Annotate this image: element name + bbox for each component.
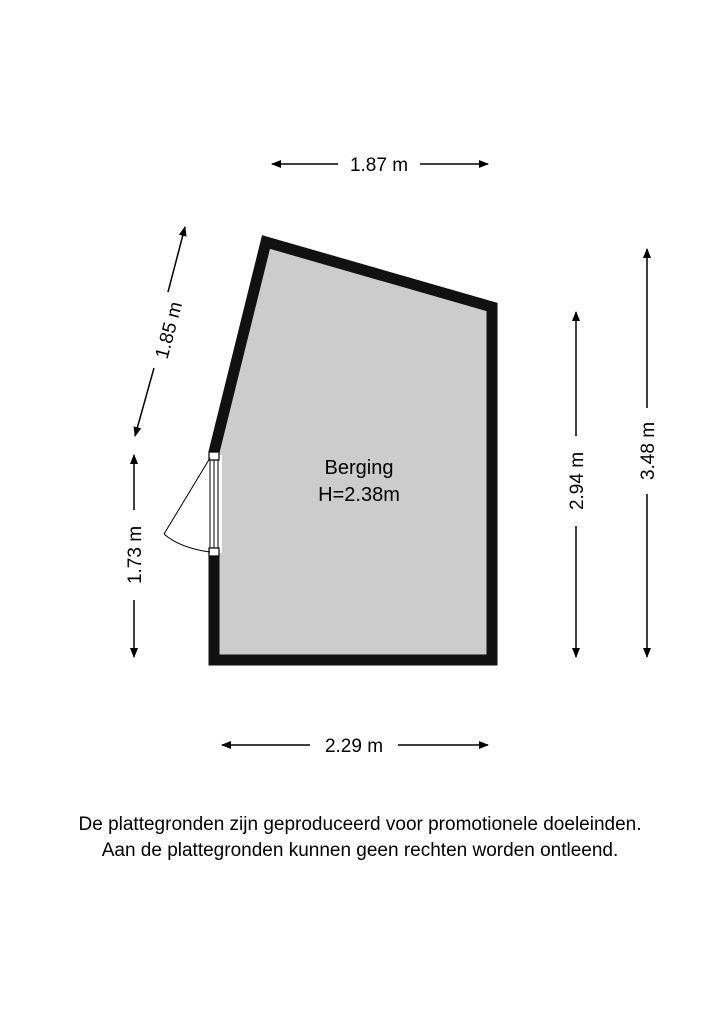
door-jamb-top	[209, 452, 219, 460]
dimension-right-inner	[567, 312, 588, 657]
dimension-label-bottom: 2.29 m	[324, 736, 384, 757]
door-jamb-bottom	[209, 548, 219, 556]
door-swing-arc	[164, 534, 210, 552]
room-height: H=2.38m	[318, 484, 400, 506]
dimension-left-lower	[125, 455, 146, 657]
room-name: Berging	[324, 457, 394, 479]
dimension-label-left-lower: 1.73 m	[125, 525, 146, 585]
dimension-bottom-width	[222, 736, 488, 757]
dimension-left-slant	[135, 227, 187, 436]
dimension-top-width	[272, 155, 488, 176]
disclaimer-line-1: De plattegronden zijn geproduceerd voor promotionele doeleinden.	[78, 814, 642, 835]
room-floor	[214, 242, 492, 660]
disclaimer	[0, 812, 720, 864]
room-berging	[214, 242, 492, 660]
dimension-label-right-outer: 3.48 m	[638, 421, 659, 481]
dimension-label-right-inner: 2.94 m	[567, 451, 588, 511]
door-leaf	[164, 458, 210, 534]
dimension-right-outer	[638, 249, 659, 657]
dimension-label-top: 1.87 m	[349, 155, 409, 176]
door	[164, 452, 222, 556]
disclaimer-line-2: Aan de plattegronden kunnen geen rechten worden ontleend.	[101, 840, 619, 861]
dimension-label-left-slant: 1.85 m	[151, 299, 188, 362]
